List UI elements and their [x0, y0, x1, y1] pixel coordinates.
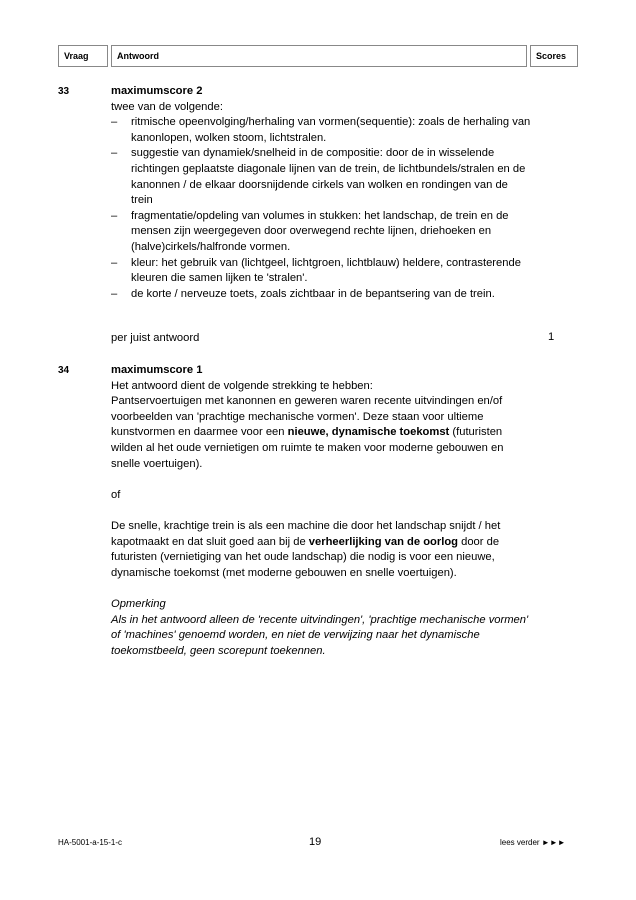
- answer-34: [111, 363, 531, 659]
- question-number-33: 33: [58, 86, 70, 97]
- header-antwoord: Antwoord: [111, 45, 527, 67]
- remark-title: Opmerking: [111, 597, 166, 610]
- intro-34: Het antwoord dient de volgende strekking te hebben:: [111, 379, 373, 392]
- criteria-list-33: [111, 115, 531, 302]
- score-33: 1: [548, 331, 555, 343]
- max-score-33: maximumscore 2: [111, 85, 203, 97]
- intro-33: twee van de volgende:: [111, 100, 223, 113]
- answer-paragraph-2: De snelle, krachtige trein is als een machine die door het landschap snijdt / het kapotmaakt en dat sluit goed aan bij de verheerlijking van de oorlog door de futuristen (vernietiging van het oude landschap) die nodig is voor een nieuwe, dynamische toekomst (met moderne gebouwen en snelle voertuigen).: [111, 519, 501, 579]
- answer-33: [111, 84, 531, 302]
- page-number: 19: [309, 836, 322, 848]
- list-item: – suggestie van dynamiek/snelheid in de compositie: door de in wisselende richtingen geplaatste diagonale lijnen van de trein, de lichtbundels/stralen en de kanonnen / de elkaar doorsnijdende cirkels van wolken en rondingen van de trein: [111, 147, 526, 207]
- or-separator: of: [111, 488, 121, 501]
- per-answer-33: per juist antwoord: [111, 332, 200, 344]
- list-item: – kleur: het gebruik van (lichtgeel, lichtgroen, lichtblauw) heldere, contrasterende kleuren die samen lijken te 'stralen'.: [111, 256, 521, 285]
- list-item: – ritmische opeenvolging/herhaling van vormen(sequentie): zoals de herhaling van kanonlopen, wolken stoom, lichtstralen.: [111, 116, 531, 144]
- header-scores: Scores: [530, 45, 578, 67]
- max-score-34: maximumscore 1: [111, 364, 203, 376]
- question-number-34: 34: [58, 365, 70, 376]
- footer-next: lees verder ►►►: [500, 838, 566, 847]
- footer-code: HA-5001-a-15-1-c: [58, 838, 123, 847]
- list-item: – de korte / nerveuze toets, zoals zichtbaar in de bepantsering van de trein.: [111, 287, 495, 300]
- list-item: – fragmentatie/opdeling van volumes in stukken: het landschap, de trein en de mensen zijn weergegeven door overwegend rechte lijnen, driehoeken en (halve)cirkels/halfronde vormen.: [111, 209, 509, 253]
- remark-text: Als in het antwoord alleen de 'recente uitvindingen', 'prachtige mechanische vormen' of 'machines' genoemd worden, en niet de verwijzing naar het dynamische toekomstbeeld, geen scorepunt toekennen.: [111, 613, 529, 657]
- answer-paragraph-1: Pantservoertuigen met kanonnen en geweren waren recente uitvindingen en/of voorbeelden van 'prachtige mechanische vormen'. Deze staan voor ultieme kunstvormen en daarmee voor een nieuwe, dynamische toekomst (futuristen wilden al het oude vernietigen om ruimte te maken voor moderne gebouwen en snelle voertuigen).: [111, 395, 504, 470]
- header-vraag: Vraag: [58, 45, 108, 67]
